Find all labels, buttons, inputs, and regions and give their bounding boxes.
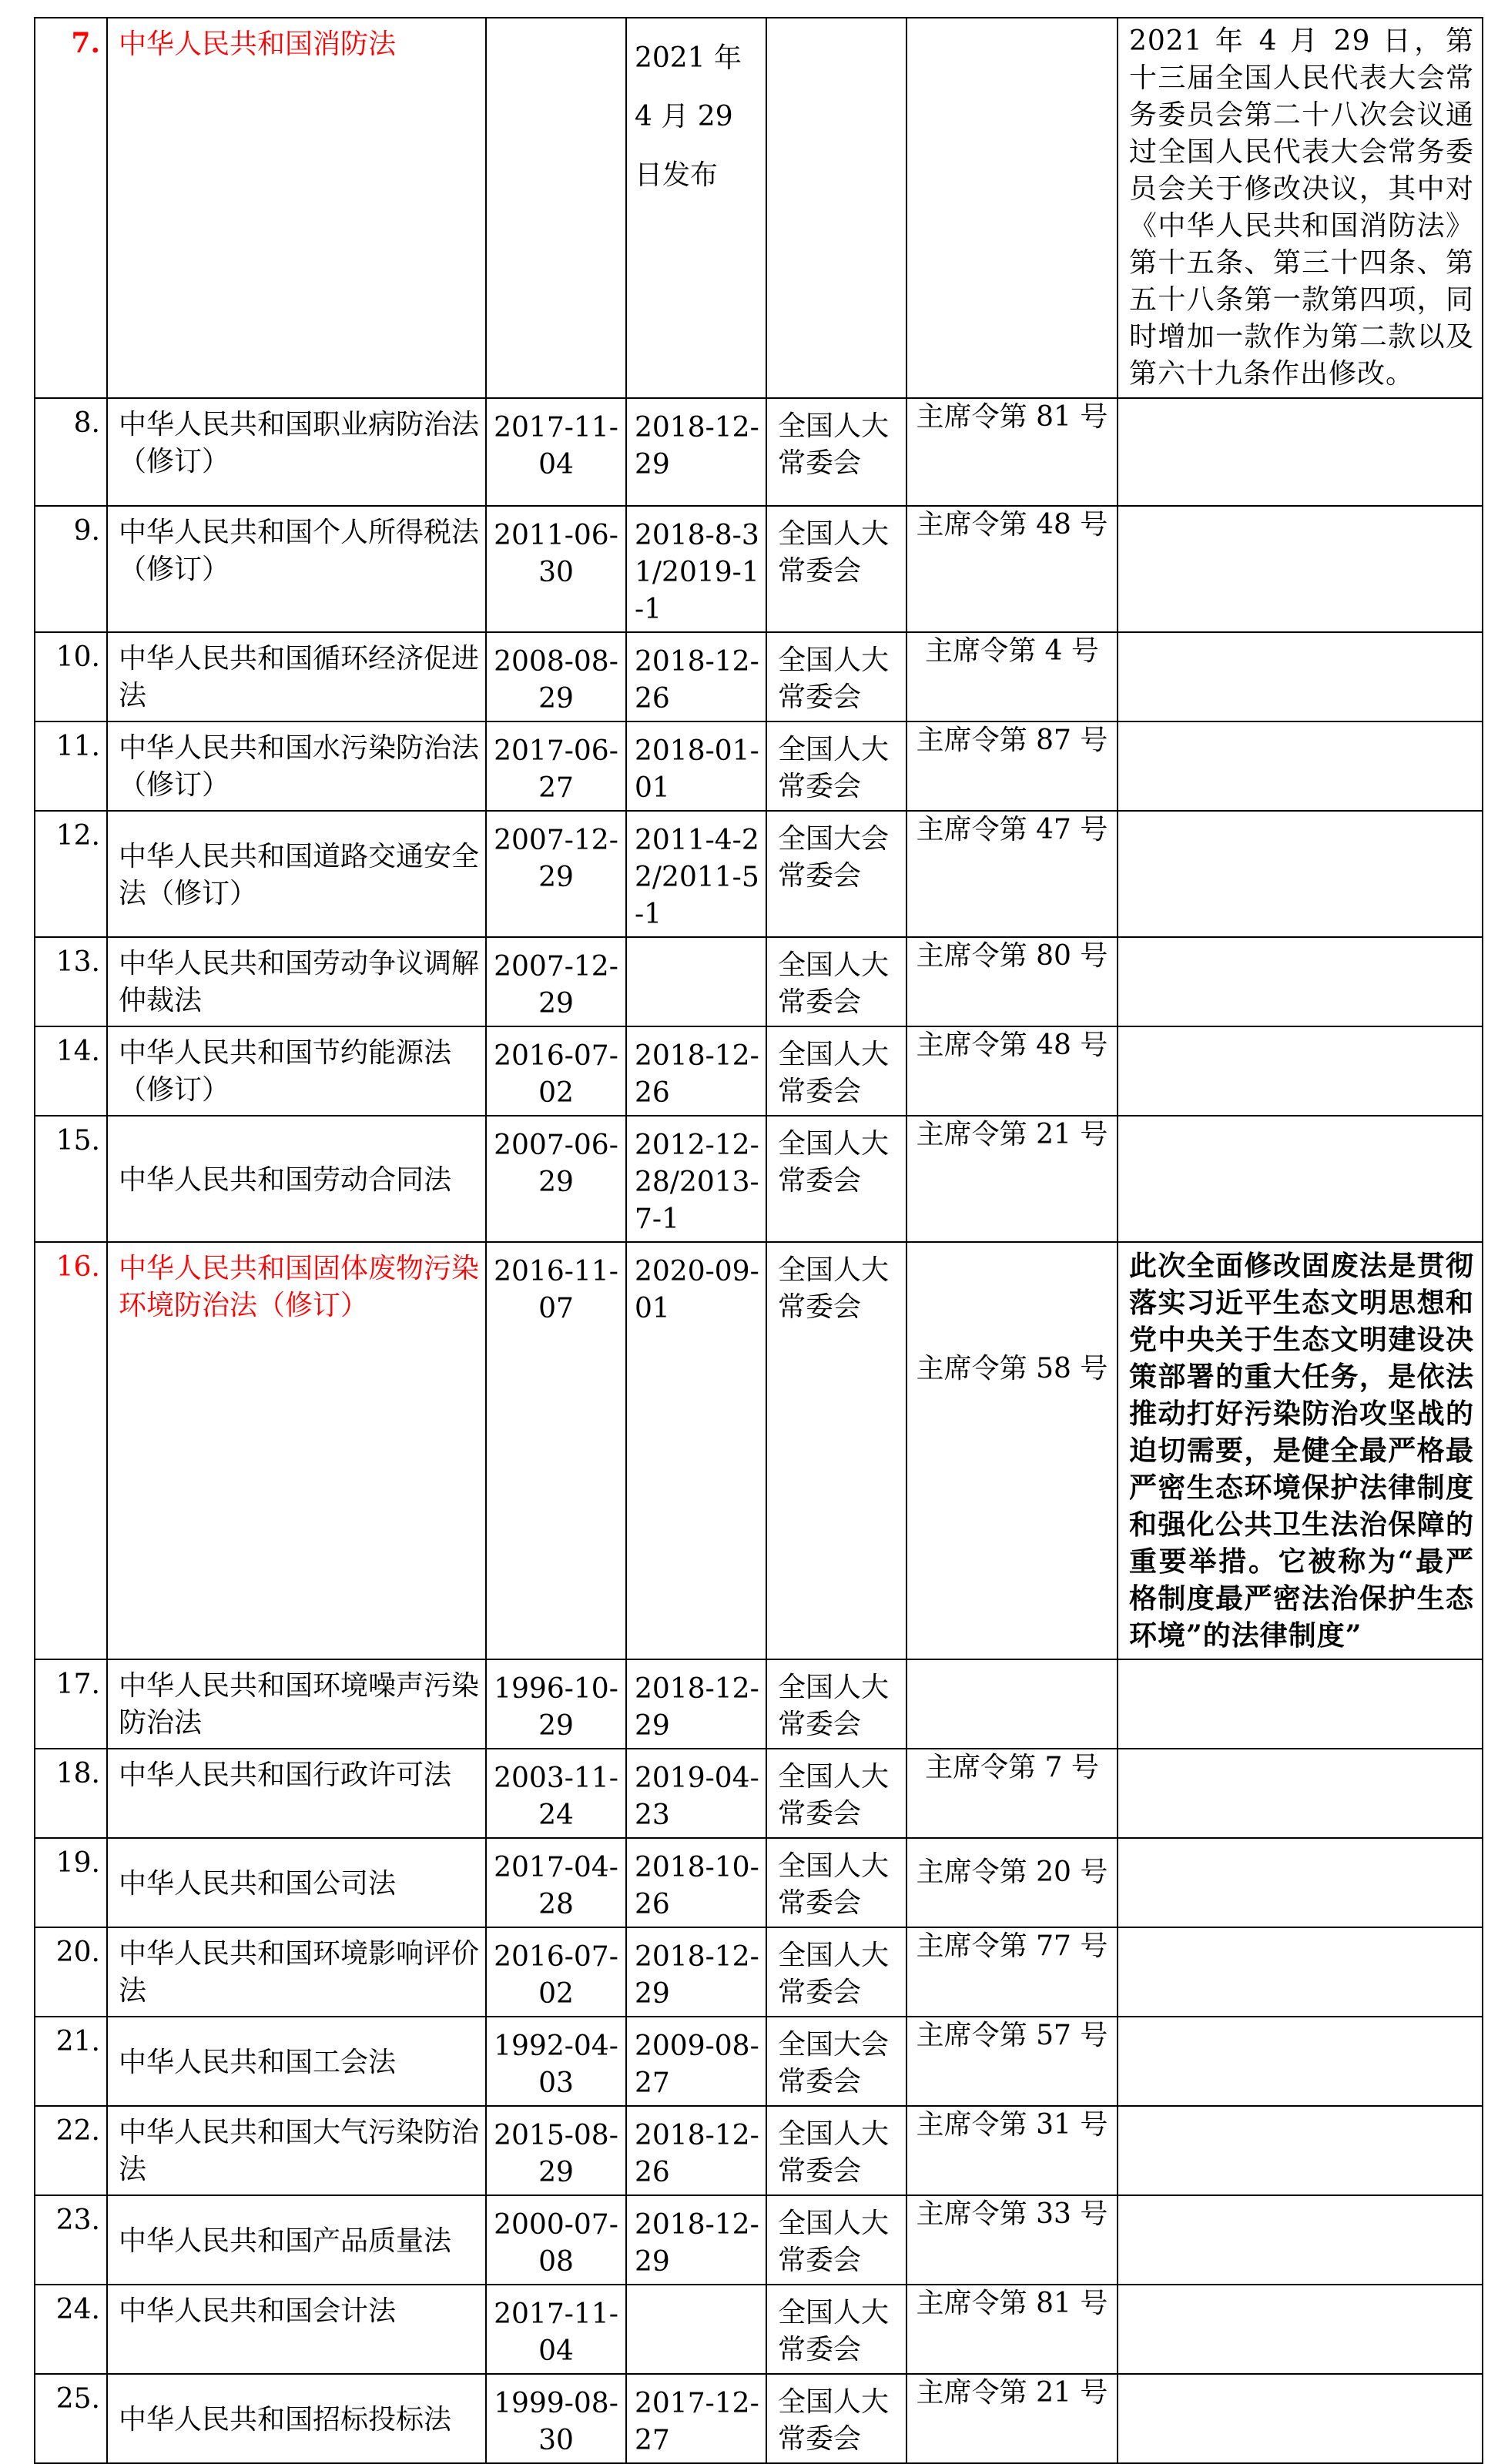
decree-number: 主席令第 21 号 <box>906 2374 1118 2463</box>
remarks <box>1118 721 1483 811</box>
law-name: 中华人民共和国水污染防治法（修订） <box>107 721 486 811</box>
remarks <box>1118 1659 1483 1749</box>
publish-date: 2018-12-29 <box>626 398 766 506</box>
law-name: 中华人民共和国会计法 <box>107 2285 486 2374</box>
decree-number: 主席令第 47 号 <box>906 811 1118 937</box>
publish-date: 2019-04-23 <box>626 1749 766 1838</box>
issuing-body: 全国人大常委会 <box>766 506 906 632</box>
decree-number <box>906 1659 1118 1749</box>
table-row <box>35 1026 1483 1116</box>
decree-number <box>906 18 1118 398</box>
remarks <box>1118 2106 1483 2195</box>
decree-number: 主席令第 33 号 <box>906 2195 1118 2285</box>
decree-number: 主席令第 21 号 <box>906 1116 1118 1242</box>
issuing-body: 全国人大常委会 <box>766 1116 906 1242</box>
row-number: 9. <box>35 506 107 632</box>
law-name: 中华人民共和国个人所得税法 （修订） <box>107 506 486 632</box>
issuing-body: 全国人大常委会 <box>766 2374 906 2463</box>
issuing-body: 全国人大常委会 <box>766 2195 906 2285</box>
publish-date: 2017-12-27 <box>626 2374 766 2463</box>
table-row <box>35 1242 1483 1659</box>
table-row <box>35 1838 1483 1927</box>
decree-number: 主席令第 20 号 <box>906 1838 1118 1927</box>
issuing-body: 全国大会常委会 <box>766 2017 906 2106</box>
decree-number: 主席令第 4 号 <box>906 632 1118 721</box>
remarks <box>1118 937 1483 1026</box>
effective-date: 2003-11-24 <box>486 1749 626 1838</box>
effective-date: 1996-10-29 <box>486 1659 626 1749</box>
row-number: 16. <box>35 1242 107 1659</box>
law-name: 中华人民共和国工会法 <box>107 2017 486 2106</box>
decree-number: 主席令第 57 号 <box>906 2017 1118 2106</box>
row-number: 22. <box>35 2106 107 2195</box>
table-row <box>35 2374 1483 2463</box>
effective-date: 2007-12-29 <box>486 811 626 937</box>
laws-table <box>34 17 1483 2464</box>
publish-date: 2018-8-31/2019-1-1 <box>626 506 766 632</box>
decree-number: 主席令第 48 号 <box>906 1026 1118 1116</box>
publish-date: 2018-12-29 <box>626 2195 766 2285</box>
publish-date: 2021 年 4 月 29 日发布 <box>626 18 766 398</box>
row-number: 8. <box>35 398 107 506</box>
table-row <box>35 1749 1483 1838</box>
table-row <box>35 811 1483 937</box>
law-name: 中华人民共和国大气污染防治法 <box>107 2106 486 2195</box>
law-name: 中华人民共和国招标投标法 <box>107 2374 486 2463</box>
table-row <box>35 2195 1483 2285</box>
effective-date: 2008-08-29 <box>486 632 626 721</box>
issuing-body: 全国人大常委会 <box>766 1659 906 1749</box>
effective-date: 2017-11-04 <box>486 2285 626 2374</box>
row-number: 21. <box>35 2017 107 2106</box>
effective-date: 2011-06-30 <box>486 506 626 632</box>
remarks <box>1118 2285 1483 2374</box>
publish-date: 2020-09-01 <box>626 1242 766 1659</box>
remarks <box>1118 1838 1483 1927</box>
law-name: 中华人民共和国环境影响评价法 <box>107 1927 486 2017</box>
decree-number: 主席令第 31 号 <box>906 2106 1118 2195</box>
publish-date <box>626 937 766 1026</box>
publish-date: 2018-01-01 <box>626 721 766 811</box>
decree-number: 主席令第 58 号 <box>906 1242 1118 1659</box>
effective-date: 2017-06-27 <box>486 721 626 811</box>
law-name: 中华人民共和国职业病防治法 （修订） <box>107 398 486 506</box>
table-row <box>35 721 1483 811</box>
table-row <box>35 2106 1483 2195</box>
effective-date: 1999-08-30 <box>486 2374 626 2463</box>
table-row <box>35 1116 1483 1242</box>
remarks <box>1118 2195 1483 2285</box>
row-number: 25. <box>35 2374 107 2463</box>
row-number: 13. <box>35 937 107 1026</box>
publish-date: 2012-12-28/2013-7-1 <box>626 1116 766 1242</box>
publish-date: 2018-12-26 <box>626 1026 766 1116</box>
publish-date: 2009-08-27 <box>626 2017 766 2106</box>
publish-date: 2018-10-26 <box>626 1838 766 1927</box>
issuing-body: 全国人大常委会 <box>766 1242 906 1659</box>
remarks <box>1118 2017 1483 2106</box>
table-row <box>35 18 1483 398</box>
table-row <box>35 632 1483 721</box>
decree-number: 主席令第 87 号 <box>906 721 1118 811</box>
row-number: 12. <box>35 811 107 937</box>
issuing-body: 全国人大常委会 <box>766 398 906 506</box>
table-row <box>35 1927 1483 2017</box>
issuing-body: 全国人大常委会 <box>766 1749 906 1838</box>
effective-date: 1992-04-03 <box>486 2017 626 2106</box>
row-number: 19. <box>35 1838 107 1927</box>
effective-date: 2000-07-08 <box>486 2195 626 2285</box>
remarks <box>1118 398 1483 506</box>
effective-date: 2016-07-02 <box>486 1026 626 1116</box>
effective-date: 2016-07-02 <box>486 1927 626 2017</box>
remarks <box>1118 2374 1483 2463</box>
remarks <box>1118 1026 1483 1116</box>
remarks <box>1118 811 1483 937</box>
row-number: 23. <box>35 2195 107 2285</box>
remarks <box>1118 1927 1483 2017</box>
row-number: 14. <box>35 1026 107 1116</box>
row-number: 18. <box>35 1749 107 1838</box>
publish-date <box>626 2285 766 2374</box>
law-name: 中华人民共和国环境噪声污染防治法 <box>107 1659 486 1749</box>
issuing-body: 全国人大常委会 <box>766 1838 906 1927</box>
effective-date: 2016-11-07 <box>486 1242 626 1659</box>
effective-date: 2017-11-04 <box>486 398 626 506</box>
table-row <box>35 506 1483 632</box>
law-name: 中华人民共和国循环经济促进法 <box>107 632 486 721</box>
effective-date: 2015-08-29 <box>486 2106 626 2195</box>
issuing-body: 全国人大常委会 <box>766 632 906 721</box>
law-name: 中华人民共和国固体废物污染环境防治法（修订） <box>107 1242 486 1659</box>
decree-number: 主席令第 81 号 <box>906 2285 1118 2374</box>
effective-date: 2007-12-29 <box>486 937 626 1026</box>
remarks: 此次全面修改固废法是贯彻落实习近平生态文明思想和党中央关于生态文明建设决策部署的重大任务，是依法推动打好污染防治攻坚战的迫切需要，是健全最严格最严密生态环境保护法律制度和强化公共卫生法治保障的重要举措。它被称为“最严格制度最严密法治保护生态环境”的法律制度” <box>1118 1242 1483 1659</box>
law-name: 中华人民共和国劳动合同法 <box>107 1116 486 1242</box>
row-number: 7. <box>35 18 107 398</box>
decree-number: 主席令第 7 号 <box>906 1749 1118 1838</box>
row-number: 24. <box>35 2285 107 2374</box>
publish-date: 2018-12-26 <box>626 632 766 721</box>
law-name: 中华人民共和国节约能源法（修订） <box>107 1026 486 1116</box>
issuing-body: 全国人大常委会 <box>766 1026 906 1116</box>
law-name: 中华人民共和国产品质量法 <box>107 2195 486 2285</box>
law-name: 中华人民共和国消防法 <box>107 18 486 398</box>
effective-date: 2017-04-28 <box>486 1838 626 1927</box>
table-row <box>35 1659 1483 1749</box>
publish-date: 2018-12-29 <box>626 1659 766 1749</box>
table-row <box>35 398 1483 506</box>
effective-date: 2007-06-29 <box>486 1116 626 1242</box>
publish-date: 2011-4-22/2011-5-1 <box>626 811 766 937</box>
issuing-body: 全国大会常委会 <box>766 811 906 937</box>
law-name: 中华人民共和国行政许可法 <box>107 1749 486 1838</box>
remarks <box>1118 506 1483 632</box>
row-number: 17. <box>35 1659 107 1749</box>
issuing-body: 全国人大常委会 <box>766 2106 906 2195</box>
publish-date: 2018-12-29 <box>626 1927 766 2017</box>
decree-number: 主席令第 80 号 <box>906 937 1118 1026</box>
row-number: 15. <box>35 1116 107 1242</box>
issuing-body: 全国人大常委会 <box>766 1927 906 2017</box>
table-row <box>35 2017 1483 2106</box>
decree-number: 主席令第 81 号 <box>906 398 1118 506</box>
law-name: 中华人民共和国劳动争议调解仲裁法 <box>107 937 486 1026</box>
publish-date: 2018-12-26 <box>626 2106 766 2195</box>
issuing-body: 全国人大常委会 <box>766 2285 906 2374</box>
decree-number: 主席令第 48 号 <box>906 506 1118 632</box>
row-number: 10. <box>35 632 107 721</box>
decree-number: 主席令第 77 号 <box>906 1927 1118 2017</box>
law-name: 中华人民共和国公司法 <box>107 1838 486 1927</box>
issuing-body <box>766 18 906 398</box>
remarks <box>1118 1749 1483 1838</box>
laws-table-body <box>35 18 1483 2463</box>
effective-date <box>486 18 626 398</box>
remarks <box>1118 1116 1483 1242</box>
row-number: 20. <box>35 1927 107 2017</box>
remarks: 2021 年 4 月 29 日，第十三届全国人民代表大会常务委员会第二十八次会议通过全国人民代表大会常务委员会关于修改决议，其中对《中华人民共和国消防法》第十五条、第三十四条、第五十八条第一款第四项，同时增加一款作为第二款以及第六十九条作出修改。 <box>1118 18 1483 398</box>
table-row <box>35 2285 1483 2374</box>
table-row <box>35 937 1483 1026</box>
row-number: 11. <box>35 721 107 811</box>
issuing-body: 全国人大常委会 <box>766 937 906 1026</box>
issuing-body: 全国人大常委会 <box>766 721 906 811</box>
law-name: 中华人民共和国道路交通安全法（修订） <box>107 811 486 937</box>
remarks <box>1118 632 1483 721</box>
